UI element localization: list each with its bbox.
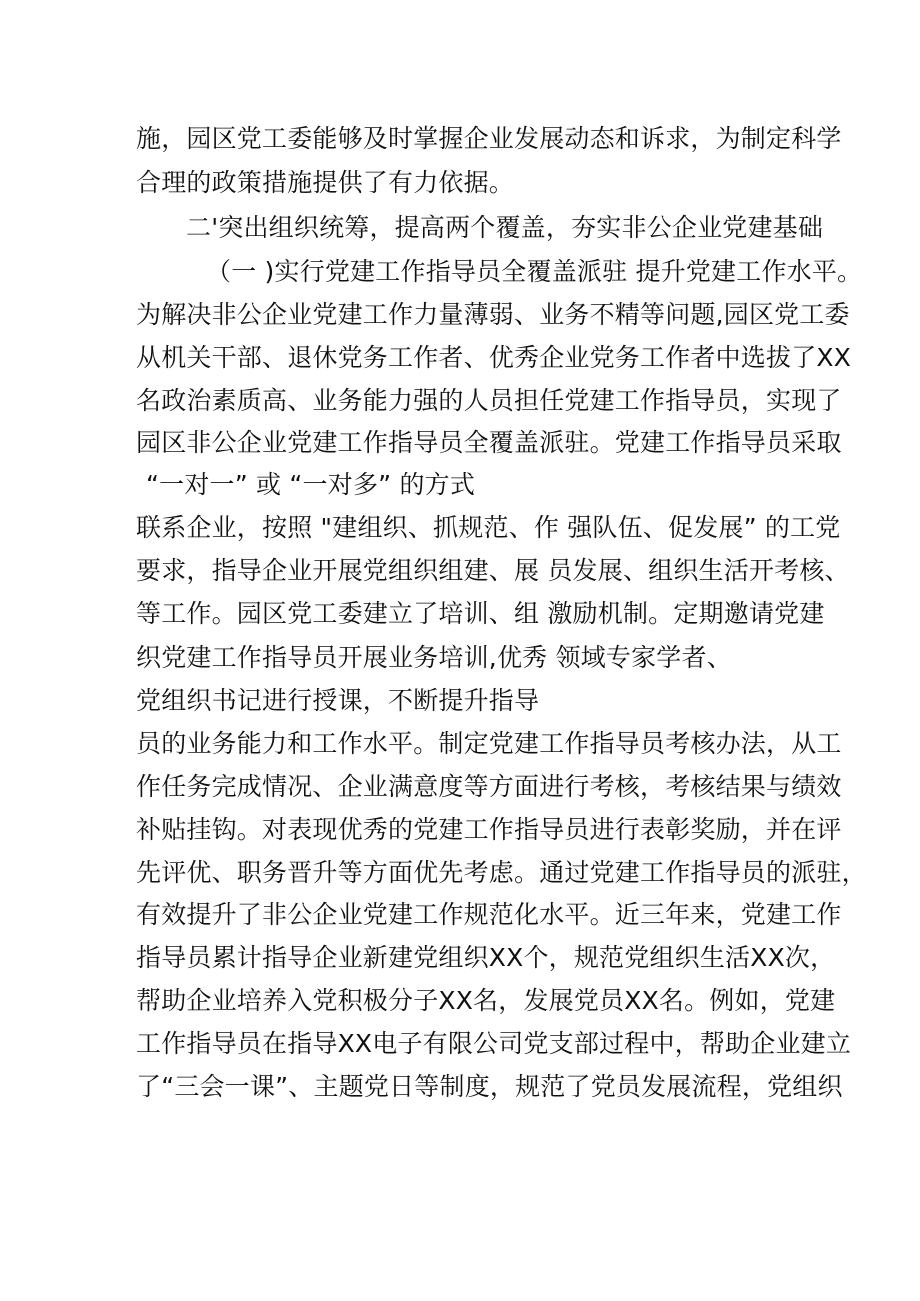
text-line: 有效提升了非公企业党建工作规范化水平。近三年来，党建工作 — [136, 900, 842, 929]
text-line: 帮助企业培养入党积极分子XX名，发展党员XX名。例如，党建 — [136, 986, 836, 1015]
text-line: 工作指导员在指导XX电子有限公司党支部过程中，帮助企业建立 — [136, 1029, 852, 1058]
text-line: 作任务完成情况、企业满意度等方面进行考核，考核结果与绩效 — [136, 772, 842, 801]
subsection-heading: （一 )实行党建工作指导员全覆盖派驻 提升党建工作水平。 — [206, 257, 863, 286]
text-line: “一对一” 或 “一对多” 的方式 — [146, 470, 476, 499]
text-line: 联系企业，按照 "建组织、抓规范、作 强队伍、促发展” 的工党 — [136, 513, 841, 542]
section-heading: 二'突出组织统筹，提高两个覆盖，夯实非公企业党建基础 — [186, 213, 824, 242]
text-line: 施，园区党工委能够及时掌握企业发展动态和诉求，为制定科学 — [136, 124, 842, 153]
text-line: 要求，指导企业开展党组织组建、展 员发展、组织生活开考核、 — [136, 556, 850, 585]
text-line: 园区非公企业党建工作指导员全覆盖派驻。党建工作指导员采取 — [136, 428, 842, 457]
text-line: 指导员累计指导企业新建党组织XX个，规范党组织生活XX次， — [136, 943, 836, 972]
text-line: 织党建工作指导员开展业务培训,优秀 领域专家学者、 — [136, 643, 732, 672]
text-line: 了“三会一课”、主题党日等制度，规范了党员发展流程，党组织 — [136, 1072, 843, 1101]
text-line: 等工作。园区党工委建立了培训、组 激励机制。定期邀请党建 — [136, 599, 825, 628]
text-line: 党组织书记进行授课，不断提升指导 — [136, 686, 540, 715]
text-line: 合理的政策措施提供了有力依据。 — [136, 168, 515, 197]
text-line: 为解决非公企业党建工作力量薄弱、业务不精等问题,园区党工委 — [136, 300, 850, 329]
text-line: 先评优、职务晋升等方面优先考虑。通过党建工作指导员的派驻， — [136, 858, 867, 887]
text-line: 名政治素质高、业务能力强的人员担任党建工作指导员，实现了 — [136, 386, 842, 415]
text-line: 补贴挂钩。对表现优秀的党建工作指导员进行表彰奖励，并在评 — [136, 815, 842, 844]
text-line: 员的业务能力和工作水平。制定党建工作指导员考核办法，从工 — [136, 729, 842, 758]
text-line: 从机关干部、退休党务工作者、优秀企业党务工作者中选拔了XX — [136, 343, 852, 372]
